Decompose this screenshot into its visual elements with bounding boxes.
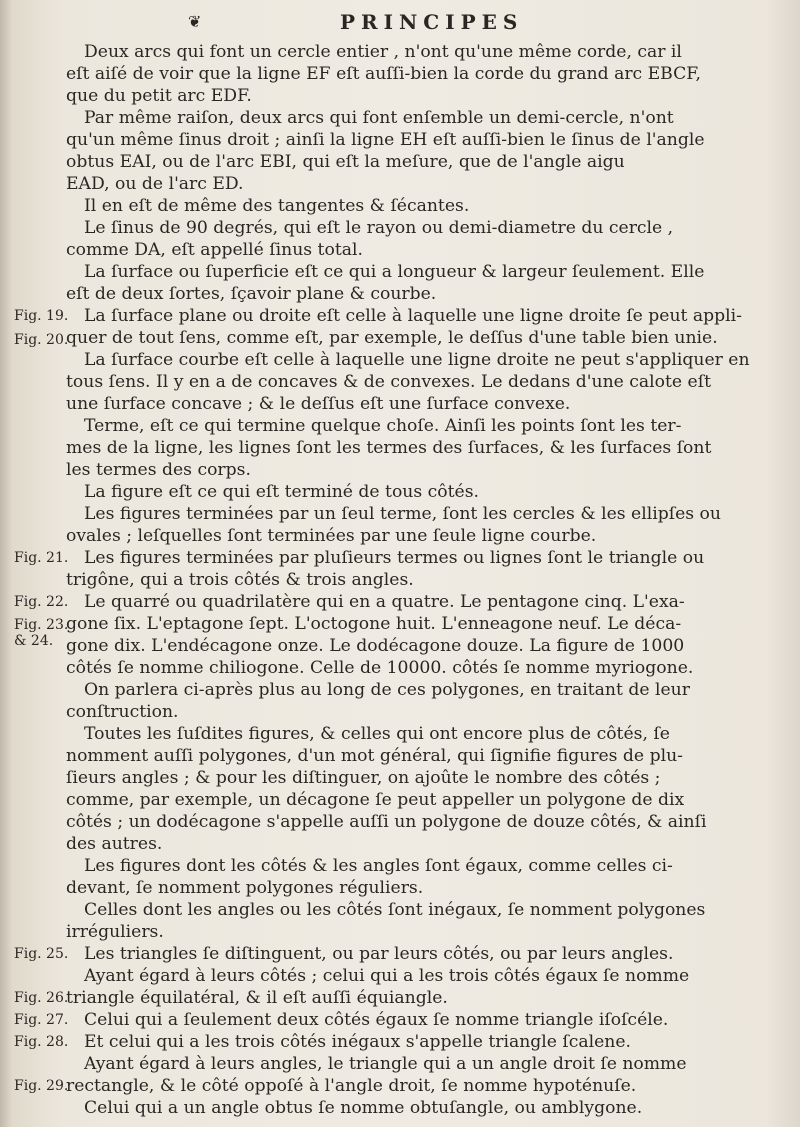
text-line: Celles dont les angles ou les côtés ſont inégaux, ſe nomment polygones	[84, 900, 706, 920]
text-line: La figure eſt ce qui eſt terminé de tous côtés.	[84, 482, 479, 502]
text-line: rectangle, & le côté oppoſé à l'angle droit, ſe nomme hypoténuſe.	[66, 1076, 637, 1096]
text-line: Celui qui a ſeulement deux côtés égaux ſe nomme triangle iſoſcéle.	[84, 1010, 669, 1030]
figure-reference: Fig. 19.	[14, 308, 69, 324]
text-line: Les triangles ſe diſtinguent, ou par leurs côtés, ou par leurs angles.	[84, 944, 674, 964]
fleuron-icon: ❦	[188, 12, 202, 31]
text-line: côtés ſe nomme chiliogone. Celle de 10000. côtés ſe nomme myriogone.	[66, 658, 694, 678]
text-line: que du petit arc EDF.	[66, 86, 252, 106]
text-line: Le ſinus de 90 degrés, qui eſt le rayon ou demi-diametre du cercle ,	[84, 218, 674, 238]
text-line: Toutes les ſuſdites figures, & celles qui ont encore plus de côtés, ſe	[84, 724, 670, 744]
text-line: Ayant égard à leurs côtés ; celui qui a les trois côtés égaux ſe nomme	[84, 966, 690, 986]
text-line: Les figures terminées par pluſieurs termes ou lignes ſont le triangle ou	[84, 548, 705, 568]
text-line: EAD, ou de l'arc ED.	[66, 174, 244, 194]
text-line: Par même raiſon, deux arcs qui font enſemble un demi-cercle, n'ont	[84, 108, 674, 128]
text-line: les termes des corps.	[66, 460, 251, 480]
text-line: gone dix. L'endécagone onze. Le dodécagone douze. La figure de 1000	[66, 636, 685, 656]
text-line: La ſurface courbe eſt celle à laquelle une ligne droite ne peut s'appliquer en	[84, 350, 750, 370]
text-line: eſt de deux ſortes, ſçavoir plane & courbe.	[66, 284, 437, 304]
text-line: On parlera ci-après plus au long de ces polygones, en traitant de leur	[84, 680, 690, 700]
text-line: obtus EAI, ou de l'arc EBI, qui eſt la meſure, que de l'angle aigu	[66, 152, 625, 172]
text-line: La ſurface plane ou droite eſt celle à laquelle une ligne droite ſe peut appli-	[84, 306, 742, 326]
text-line: conſtruction.	[66, 702, 179, 722]
text-line: Les figures dont les côtés & les angles ſont égaux, comme celles ci-	[84, 856, 673, 876]
figure-reference: Fig. 20.	[14, 332, 69, 348]
figure-reference: Fig. 27.	[14, 1012, 69, 1028]
text-line: Terme, eſt ce qui termine quelque choſe. Ainſi les points ſont les ter-	[84, 416, 682, 436]
text-line: eſt aiſé de voir que la ligne EF eſt auſſi-bien la corde du grand arc EBCF,	[66, 64, 701, 84]
text-line: mes de la ligne, les lignes ſont les termes des ſurfaces, & les ſurfaces ſont	[66, 438, 712, 458]
text-line: une ſurface concave ; & le deſſus eſt une ſurface convexe.	[66, 394, 571, 414]
text-line: devant, ſe nomment polygones réguliers.	[66, 878, 424, 898]
text-line: La ſurface ou ſuperficie eſt ce qui a longueur & largeur ſeulement. Elle	[84, 262, 705, 282]
text-line: comme, par exemple, un décagone ſe peut appeller un polygone de dix	[66, 790, 685, 810]
figure-reference: Fig. 21.	[14, 550, 69, 566]
figure-reference: Fig. 22.	[14, 594, 69, 610]
text-line: trigône, qui a trois côtés & trois angles.	[66, 570, 414, 590]
text-line: irréguliers.	[66, 922, 164, 942]
text-line: comme DA, eſt appellé ſinus total.	[66, 240, 363, 260]
text-line: Il en eſt de même des tangentes & ſécantes.	[84, 196, 470, 216]
text-line: tous ſens. Il y en a de concaves & de convexes. Le dedans d'une calote eſt	[66, 372, 711, 392]
running-title: PRINCIPES	[340, 10, 524, 34]
text-line: nomment auſſi polygones, d'un mot général, qui ſignifie figures de plu-	[66, 746, 683, 766]
text-line: ovales ; leſquelles ſont terminées par une ſeule ligne courbe.	[66, 526, 597, 546]
figure-reference: Fig. 23.	[14, 617, 69, 633]
text-line: Celui qui a un angle obtus ſe nomme obtuſangle, ou amblygone.	[84, 1098, 643, 1118]
text-line: quer de tout ſens, comme eſt, par exemple, le deſſus d'une table bien unie.	[66, 328, 718, 348]
text-line: qu'un même ſinus droit ; ainſi la ligne EH eſt auſſi-bien le ſinus de l'angle	[66, 130, 705, 150]
text-line: ſieurs angles ; & pour les diſtinguer, on ajoûte le nombre des côtés ;	[66, 768, 661, 788]
figure-reference: Fig. 26.	[14, 990, 69, 1006]
figure-reference: Fig. 29.	[14, 1078, 69, 1094]
figure-reference: Fig. 25.	[14, 946, 69, 962]
text-line: Deux arcs qui font un cercle entier , n'ont qu'une même corde, car il	[84, 42, 682, 62]
figure-reference: Fig. 28.	[14, 1034, 69, 1050]
text-line: Et celui qui a les trois côtés inégaux s'appelle triangle ſcalene.	[84, 1032, 632, 1052]
text-line: Ayant égard à leurs angles, le triangle qui a un angle droit ſe nomme	[84, 1054, 687, 1074]
text-line: des autres.	[66, 834, 163, 854]
text-line: côtés ; un dodécagone s'appelle auſſi un polygone de douze côtés, & ainſi	[66, 812, 707, 832]
text-line: triangle équilatéral, & il eſt auſſi équiangle.	[66, 988, 448, 1008]
text-line: gone ſix. L'eptagone ſept. L'octogone huit. L'enneagone neuf. Le déca-	[66, 614, 682, 634]
text-line: Le quarré ou quadrilatère qui en a quatre. Le pentagone cinq. L'exa-	[84, 592, 685, 612]
text-line: Les figures terminées par un ſeul terme, ſont les cercles & les ellipſes ou	[84, 504, 721, 524]
figure-reference: & 24.	[14, 633, 54, 649]
